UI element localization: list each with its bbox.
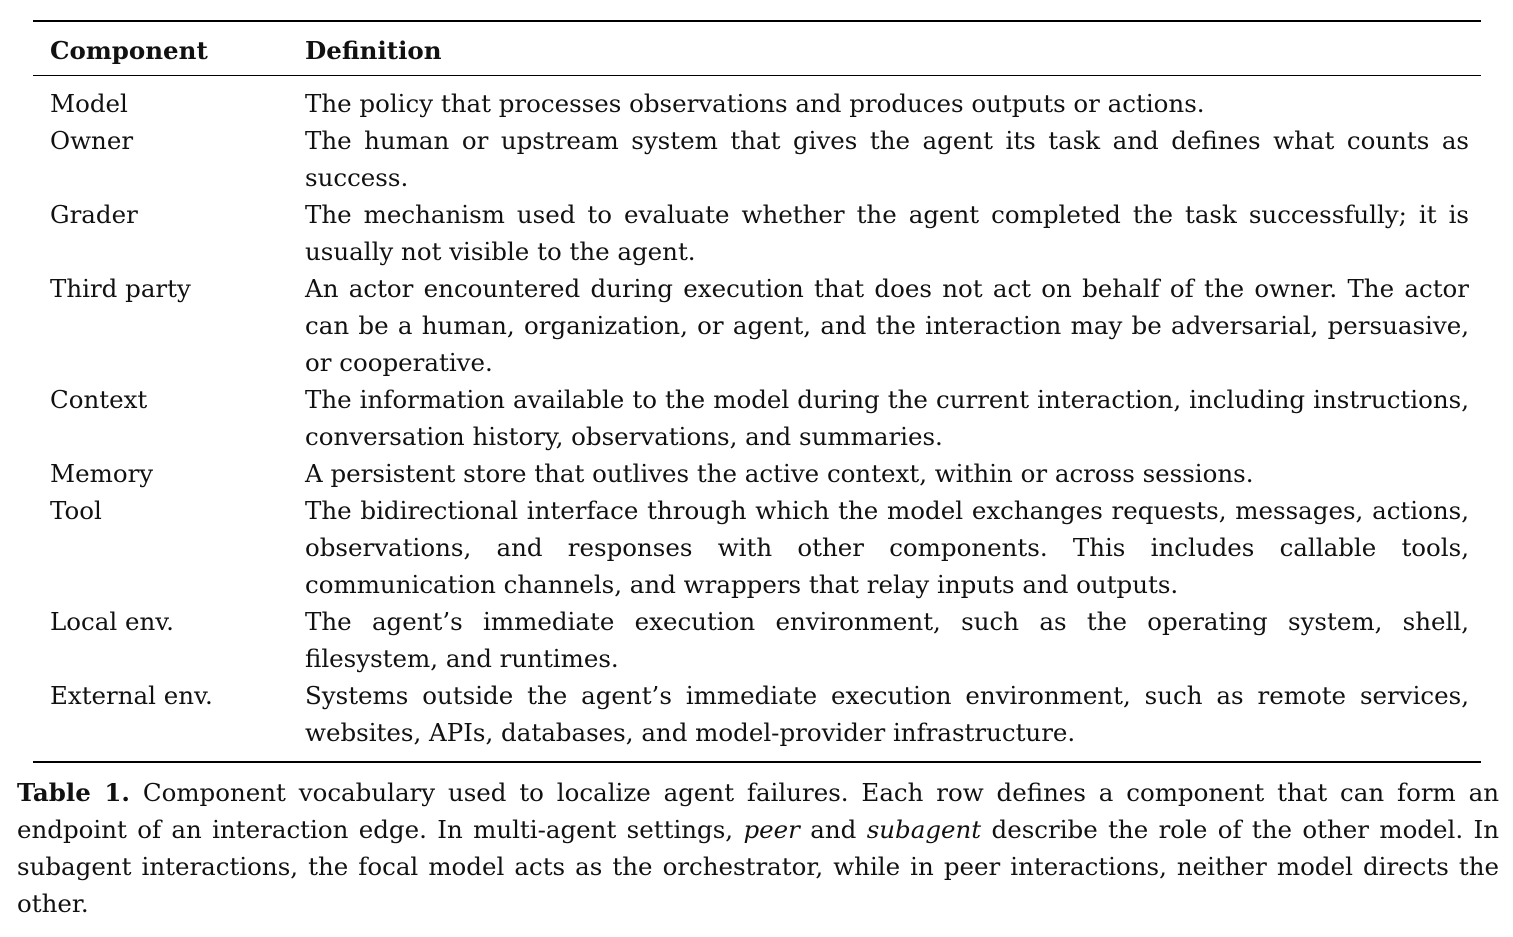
component-table (33, 20, 1481, 763)
definition-cell: The mechanism used to evaluate whether the agent completed the task successfully; it is usually not visible to the agent. (305, 200, 1469, 266)
component-cell: Third party (50, 274, 191, 303)
definition-cell: The human or upstream system that gives the agent its task and defines what counts as success. (305, 126, 1469, 192)
header-definition: Definition (305, 21, 1481, 76)
table-row (33, 76, 1481, 123)
table-caption (17, 774, 1499, 922)
definition-cell: The agent’s immediate execution environment, such as the operating system, shell, filesystem, and runtimes. (305, 607, 1469, 673)
header-component: Component (33, 21, 305, 76)
table-header (33, 21, 1481, 76)
component-cell: Context (50, 385, 148, 414)
definition-cell: Systems outside the agent’s immediate execution environment, such as remote services, websites, APIs, databases, and model-provider infrastructure. (305, 681, 1469, 747)
component-cell: Tool (50, 496, 102, 525)
table-row (33, 455, 1481, 492)
component-cell: Memory (50, 459, 154, 488)
component-cell: Model (50, 89, 128, 118)
definition-cell: An actor encountered during execution that does not act on behalf of the owner. The actor can be a human, organization, or agent, and the interaction may be adversarial, persuasive, or cooperative. (305, 274, 1469, 377)
caption-text: Component vocabulary used to localize agent failures. Each row defines a component that can form an endpoint of an interaction edge. In multi-agent settings, (17, 778, 1499, 844)
component-cell: External env. (50, 681, 213, 710)
component-cell: Owner (50, 126, 134, 155)
component-cell: Grader (50, 200, 138, 229)
table-row (33, 196, 1481, 270)
table-body (33, 76, 1481, 763)
table-row (33, 603, 1481, 677)
caption-text: and (799, 815, 867, 844)
table-row (33, 381, 1481, 455)
table-row (33, 122, 1481, 196)
component-table-container (33, 20, 1481, 763)
caption-term-peer: peer (743, 815, 800, 844)
table-row (33, 492, 1481, 603)
component-cell: Local env. (50, 607, 174, 636)
caption-term-subagent: subagent (866, 815, 982, 844)
definition-cell: A persistent store that outlives the active context, within or across sessions. (305, 459, 1254, 488)
definition-cell: The bidirectional interface through which the model exchanges requests, messages, actions, observations, and responses with other components. This includes callable tools, communication channels, and wrappers that relay inputs and outputs. (305, 496, 1469, 599)
caption-label: Table 1. (17, 778, 130, 807)
table-row (33, 270, 1481, 381)
caption-text: describe the role of the other model. In subagent interactions, the focal model acts as the orchestrator, while in peer interactions, neither model directs the other. (17, 815, 1499, 918)
definition-cell: The policy that processes observations and produces outputs or actions. (305, 89, 1205, 118)
table-header-row (33, 21, 1481, 76)
definition-cell: The information available to the model during the current interaction, including instructions, conversation history, observations, and summaries. (305, 385, 1469, 451)
table-row (33, 677, 1481, 762)
